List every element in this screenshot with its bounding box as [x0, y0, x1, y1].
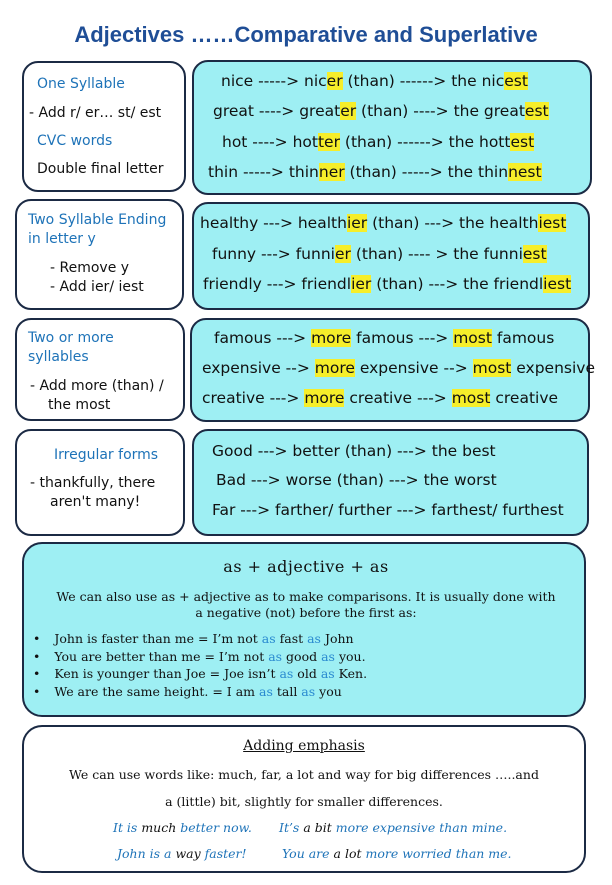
example-line: creative ---> more creative ---> most creative — [202, 389, 559, 407]
rule-heading: Two or more — [28, 330, 114, 346]
as-section-intro: a negative (not) before the first as: — [195, 605, 417, 620]
example-line: Far ---> farther/ further ---> farthest/ furthest — [212, 501, 564, 519]
rule-line: - Add r/ er… st/ est — [29, 105, 162, 121]
example-line: expensive --> more expensive --> most expensive — [202, 359, 596, 377]
emphasis-example: John is a way faster! — [117, 846, 247, 861]
example-line: funny ---> funnier (than) ---- > the funniest — [212, 245, 547, 263]
bullet-item: • Ken is younger than Joe = Joe isn’t as old as Ken. — [33, 666, 368, 681]
rule-line: - Remove y — [50, 260, 130, 276]
rule-heading: in letter y — [28, 231, 96, 247]
example-line: thin -----> thinner (than) -----> the thinnest — [208, 163, 542, 181]
bullet-icon: • — [33, 649, 41, 664]
rule-heading: Two Syllable Ending — [28, 212, 167, 228]
example-line: great ----> greater (than) ----> the greatest — [213, 102, 549, 120]
example-line: famous ---> more famous ---> most famous — [214, 329, 555, 347]
emphasis-example: It’s a bit more expensive than mine. — [279, 820, 508, 835]
emphasis-heading: Adding emphasis — [243, 738, 365, 754]
rule-line: - thankfully, there — [30, 475, 156, 491]
rule-line: Double final letter — [37, 161, 164, 177]
rule-line: - Add ier/ iest — [50, 279, 144, 295]
rule-line: the most — [48, 397, 111, 413]
rule-line: aren't many! — [50, 494, 141, 510]
bullet-item: • You are better than me = I’m not as good as you. — [33, 649, 366, 664]
rule-heading: Irregular forms — [54, 447, 159, 463]
bullet-icon: • — [33, 631, 41, 646]
rule-heading: syllables — [28, 349, 89, 365]
example-line: healthy ---> healthier (than) ---> the healthiest — [200, 214, 567, 232]
emphasis-text: a (little) bit, slightly for smaller differences. — [165, 794, 443, 809]
example-line: friendly ---> friendlier (than) ---> the friendliest — [203, 275, 572, 293]
emphasis-text: We can use words like: much, far, a lot and way for big differences …..and — [69, 767, 539, 782]
as-section-heading: as + adjective + as — [223, 557, 389, 576]
bullet-icon: • — [33, 666, 41, 681]
example-line: hot ----> hotter (than) ------> the hottest — [222, 133, 535, 151]
example-line: nice -----> nicer (than) ------> the nicest — [221, 72, 528, 90]
bullet-icon: • — [33, 684, 41, 699]
rule-heading: CVC words — [37, 133, 113, 149]
example-line: Bad ---> worse (than) ---> the worst — [216, 471, 497, 489]
rule-heading: One Syllable — [37, 76, 125, 92]
example-line: Good ---> better (than) ---> the best — [212, 442, 496, 460]
page-title: Adjectives ……Comparative and Superlative — [74, 22, 538, 47]
bullet-item: • John is faster than me = I’m not as fast as John — [33, 631, 354, 646]
bullet-item: • We are the same height. = I am as tall as you — [33, 684, 342, 699]
emphasis-example: It is much better now. — [113, 820, 252, 835]
as-section-intro: We can also use as + adjective as to make comparisons. It is usually done with — [56, 589, 556, 604]
emphasis-example: You are a lot more worried than me. — [282, 846, 512, 861]
rule-line: - Add more (than) / — [30, 378, 164, 394]
